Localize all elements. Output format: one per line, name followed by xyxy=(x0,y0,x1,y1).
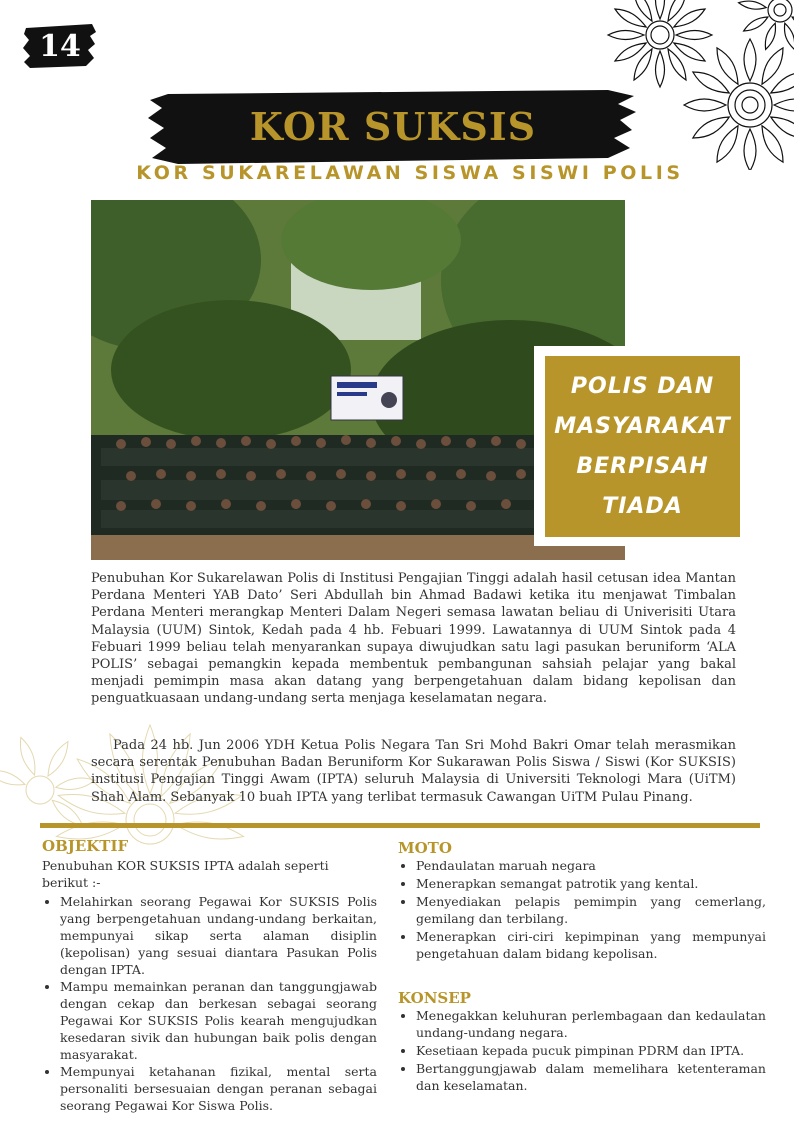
list-item: • Menegakkan keluhuran perlembagaan dan kedaulatan undang-undang negara. xyxy=(416,1007,766,1041)
slogan-box xyxy=(545,356,740,537)
list-item: • Menerapkan semangat patrotik yang kental. xyxy=(416,875,766,892)
slogan-line-2: MASYARAKAT xyxy=(554,413,731,439)
objektif-section xyxy=(42,838,377,1114)
section-divider xyxy=(40,823,760,828)
page-number: 14 xyxy=(39,28,81,64)
list-item: • Pendaulatan maruah negara xyxy=(416,857,766,874)
list-item: • Mempunyai ketahanan fizikal, mental serta personaliti bersesuaian dengan peranan sebagai seorang Pegawai Kor Siswa Polis. xyxy=(60,1063,377,1114)
konsep-section xyxy=(398,990,766,1095)
banner-icon xyxy=(331,376,403,420)
slogan-line-1: POLIS DAN xyxy=(570,373,715,399)
list-item: • Melahirkan seorang Pegawai Kor SUKSIS Polis yang berpengetahuan undang-undang berkaitan, mempunyai sikap serta alaman disiplin (kepolisan) yang sesuai diantara Pasukan Polis dengan IPTA. xyxy=(60,893,377,978)
list-item: • Kesetiaan kepada pucuk pimpinan PDRM dan IPTA. xyxy=(416,1042,766,1059)
objektif-list xyxy=(42,893,377,1114)
slogan-line-4: TIADA xyxy=(602,493,683,519)
page-subtitle: KOR SUKARELAWAN SISWA SISWI POLIS xyxy=(136,162,684,184)
intro-paragraph: Penubuhan Kor Sukarelawan Polis di Institusi Pengajian Tinggi adalah hasil cetusan idea Mantan Perdana Menteri YAB Dato’ Seri Abdullah bin Ahmad Badawi ketika itu menjawat Timbalan Perdana Menteri merangkap Menteri Dalam Negeri semasa lawatan beliau di Univerisiti Utara Malaysia (UUM) Sintok, Kedah pada 4 hb. Febuari 1999. Lawatannya di UUM Sintok pada 4 Febuari 1999 beliau telah menyarankan supaya diwujudkan satu lagi pasukan beruniform ‘ALA POLIS’ sebagai pemangkin kepada membentuk pembangunan sahsiah pelajar yang bakal menjadi pemimpin masa akan datang yang berpengetahuan dalam bidang kepolisan dan penguatkuasaan undang-undang serta menjaga keselamatan negara. xyxy=(91,571,736,707)
objektif-heading: OBJEKTIF xyxy=(42,837,129,855)
moto-heading: MOTO xyxy=(398,839,452,857)
history-paragraph: Pada 24 hb. Jun 2006 YDH Ketua Polis Negara Tan Sri Mohd Bakri Omar telah merasmikan secara serentak Penubuhan Badan Beruniform Kor Sukarawan Polis Siswa / Siswi (Kor SUKSIS) institusi Pengajian Tinggi Awam (IPTA) seluruh Malaysia di Universiti Teknologi Mara (UiTM) Shah Alam. Sebanyak 10 buah IPTA yang terlibat termasuk Cawangan UiTM Pulau Pinang. xyxy=(91,738,736,805)
page-title: KOR SUKSIS xyxy=(249,103,537,149)
konsep-list xyxy=(398,1007,766,1094)
moto-section xyxy=(398,840,766,963)
konsep-heading: KONSEP xyxy=(398,989,471,1007)
list-item: • Bertanggungjawab dalam memelihara ketenteraman dan keselamatan. xyxy=(416,1060,766,1094)
objektif-intro: Penubuhan KOR SUKSIS IPTA adalah seperti berikut :- xyxy=(42,858,329,890)
moto-list xyxy=(398,857,766,962)
list-item: • Mampu memainkan peranan dan tanggungjawab dengan cekap dan berkesan sebagai seorang Pegawai Kor SUKSIS Polis kearah mengujudkan kesedaran sivik dan hubungan baik polis dengan masyarakat. xyxy=(60,978,377,1063)
title-banner xyxy=(148,88,638,168)
list-item: • Menerapkan ciri-ciri kepimpinan yang mempunyai pengetahuan dalam bidang kepolisan. xyxy=(416,928,766,962)
slogan-line-3: BERPISAH xyxy=(576,453,709,479)
page-number-badge xyxy=(22,22,98,70)
list-item: • Menyediakan pelapis pemimpin yang cemerlang, gemilang dan terbilang. xyxy=(416,893,766,927)
